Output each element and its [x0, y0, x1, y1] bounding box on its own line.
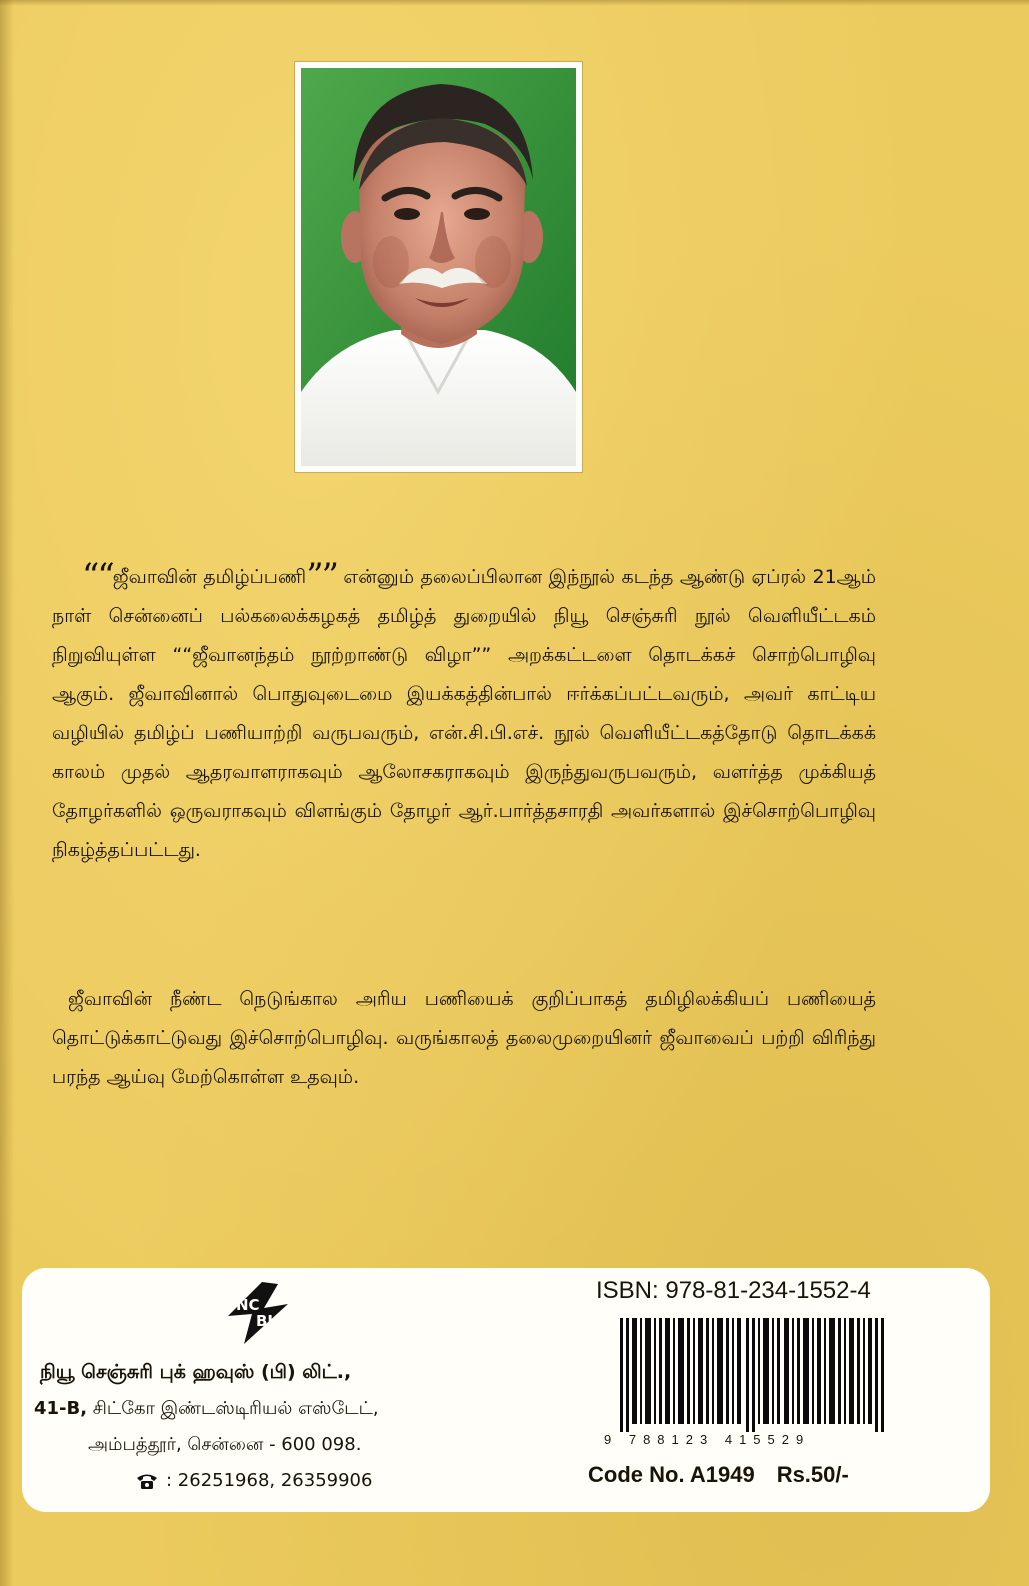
publisher-phone [136, 1468, 372, 1494]
phone-numbers: : 26251968, 26359906 [166, 1470, 373, 1491]
telephone-icon [136, 1472, 158, 1490]
portrait-illustration [295, 62, 582, 472]
svg-text:NC: NC [236, 1296, 260, 1314]
barcode-digits: 9 788123 415529 [604, 1432, 811, 1447]
blurb-paragraph-2: ஜீவாவின் நீண்ட நெடுங்கால அரிய பணியைக் குறிப்பாகத் தமிழிலக்கியப் பணியைத் தொட்டுக்காட்டுவது இச்சொற்பொழிவு. வருங்காலத் தலைமுறையினர் ஜீவாவைப் பற்றி விரிந்து பரந்த ஆய்வு மேற்கொள்ள உதவும். [52, 988, 876, 1088]
top-edge-shadow [0, 0, 1029, 6]
address-number: 41-B, [34, 1398, 88, 1419]
centenary-quoted: ““ஜீவானந்தம் நூற்றாண்டு விழா”” [172, 644, 492, 666]
opening-quote: ““ [82, 556, 113, 596]
barcode [620, 1318, 884, 1432]
blurb-text-c: அறக்கட்டளை தொடக்கச் சொற்பொழிவு ஆகும். ஜீவாவினால் பொதுவுடைமை இயக்கத்தின்பால் ஈர்க்கப்பட்டவரும், அவர் காட்டிய வழியில் தமிழ்ப் பணியாற்றி வருபவரும், என்.சி.பி.எச். நூல் வெளியீட்டகத்தோடு தொடக்கக் காலம் முதல் ஆதரவாளராகவும் ஆலோசகராகவும் இருந்துவருபவரும், வளர்த்த முக்கியத் தோழர்களில் ஒருவராகவும் விளங்கும் தோழர் ஆர்.பார்த்தசாரதி அவர்களால் இச்சொற்பொழிவு நிகழ்த்தப்பட்டது. [52, 644, 876, 861]
book-code: Code No. A1949 [588, 1462, 755, 1487]
publisher-address-line-2: அம்பத்தூர், சென்னை - 600 098. [88, 1434, 362, 1455]
closing-quote: ”” [306, 556, 337, 596]
publisher-address-line-1 [34, 1396, 379, 1422]
address-street: சிட்கோ இண்டஸ்டிரியல் எஸ்டேட், [87, 1398, 379, 1419]
isbn: ISBN: 978-81-234-1552-4 [596, 1277, 871, 1304]
book-title-quoted: ஜீவாவின் தமிழ்ப்பணி [112, 566, 307, 588]
ncbh-logo-icon [222, 1280, 296, 1346]
publisher-name: நியூ செஞ்சுரி புக் ஹவுஸ் (பி) லிட்., [40, 1361, 352, 1383]
author-portrait [295, 62, 582, 472]
svg-text:BH: BH [256, 1312, 280, 1330]
code-and-price [588, 1460, 849, 1490]
blurb-paragraph-1 [52, 558, 876, 870]
blurb-text-a: என்னும் தலைப்பிலான இந்நூல் கடந்த ஆண்டு ஏப்ரல் 21ஆம் நாள் சென்னைப் பல்கலைக்கழகத் தமிழ்த் துறையில் நியூ செஞ்சுரி நூல் வெளியீட்டகம் நிறுவியுள்ள [52, 566, 876, 666]
publisher-logo [222, 1280, 296, 1346]
spine-shadow [0, 0, 14, 1586]
book-price: Rs.50/- [776, 1462, 849, 1487]
